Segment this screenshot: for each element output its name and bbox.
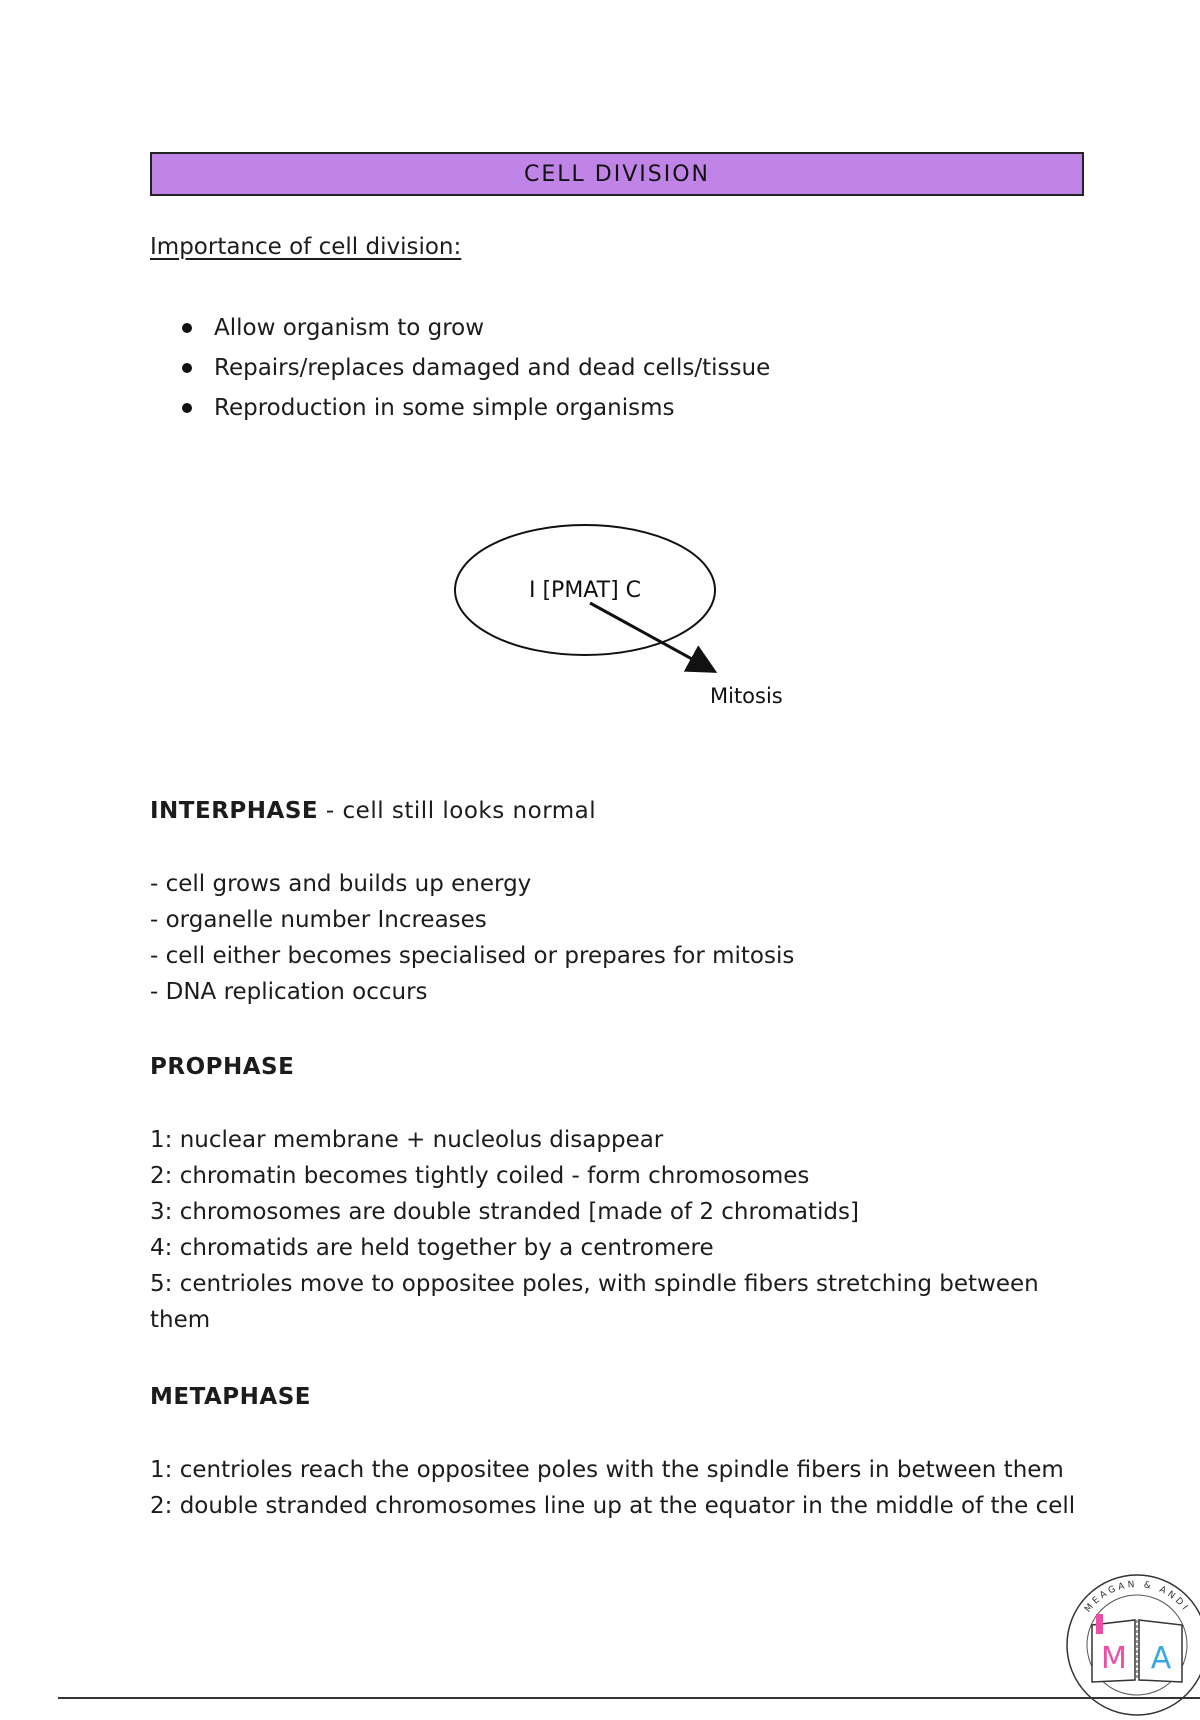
list-item: - cell grows and builds up energy: [150, 871, 532, 897]
logo-ring-text: MEAGAN & ANDI: [1083, 1579, 1191, 1615]
list-item-text: Allow organism to grow: [214, 315, 485, 341]
prophase-heading: PROPHASE: [150, 1054, 295, 1080]
prophase-list: [150, 1122, 1090, 1338]
list-item: 3: chromosomes are double stranded [made of 2 chromatids]: [150, 1199, 859, 1225]
phase-diagram: [440, 520, 820, 720]
bullet-icon: [182, 363, 192, 373]
bottom-divider: [58, 1697, 1200, 1699]
logo-letter-a: A: [1150, 1641, 1172, 1676]
page-title-bar: [150, 152, 1084, 196]
arrow-label: Mitosis: [710, 684, 783, 708]
interphase-note: - cell still looks normal: [318, 798, 597, 824]
interphase-list: [150, 866, 1090, 1010]
importance-heading: Importance of cell division:: [150, 234, 462, 260]
metaphase-heading: METAPHASE: [150, 1384, 311, 1410]
list-item: 1: centrioles reach the oppositee poles with the spindle fibers in between them: [150, 1457, 1064, 1483]
list-item-text: Reproduction in some simple organisms: [214, 395, 675, 421]
list-item: 2: double stranded chromosomes line up at the equator in the middle of the cell: [150, 1493, 1076, 1519]
list-item: [182, 388, 770, 428]
list-item: 5: centrioles move to oppositee poles, with spindle fibers stretching between them: [150, 1271, 1039, 1333]
list-item: [182, 348, 770, 388]
interphase-title: INTERPHASE: [150, 798, 319, 824]
ellipse-label: I [PMAT] C: [528, 578, 642, 603]
list-item: 1: nuclear membrane + nucleolus disappear: [150, 1127, 664, 1153]
list-item: [182, 308, 770, 348]
bullet-icon: [182, 323, 192, 333]
page-title: CELL DIVISION: [524, 161, 710, 187]
interphase-heading: [150, 798, 596, 824]
metaphase-list: [150, 1452, 1090, 1524]
mitosis-arrow: [590, 603, 712, 670]
logo-letter-m: M: [1101, 1641, 1127, 1676]
list-item: - organelle number Increases: [150, 907, 487, 933]
list-item: - DNA replication occurs: [150, 979, 428, 1005]
list-item: 4: chromatids are held together by a centromere: [150, 1235, 714, 1261]
list-item: - cell either becomes specialised or prepares for mitosis: [150, 943, 795, 969]
list-item: 2: chromatin becomes tightly coiled - form chromosomes: [150, 1163, 810, 1189]
bullet-icon: [182, 403, 192, 413]
list-item-text: Repairs/replaces damaged and dead cells/tissue: [214, 355, 771, 381]
importance-list: [182, 308, 770, 428]
